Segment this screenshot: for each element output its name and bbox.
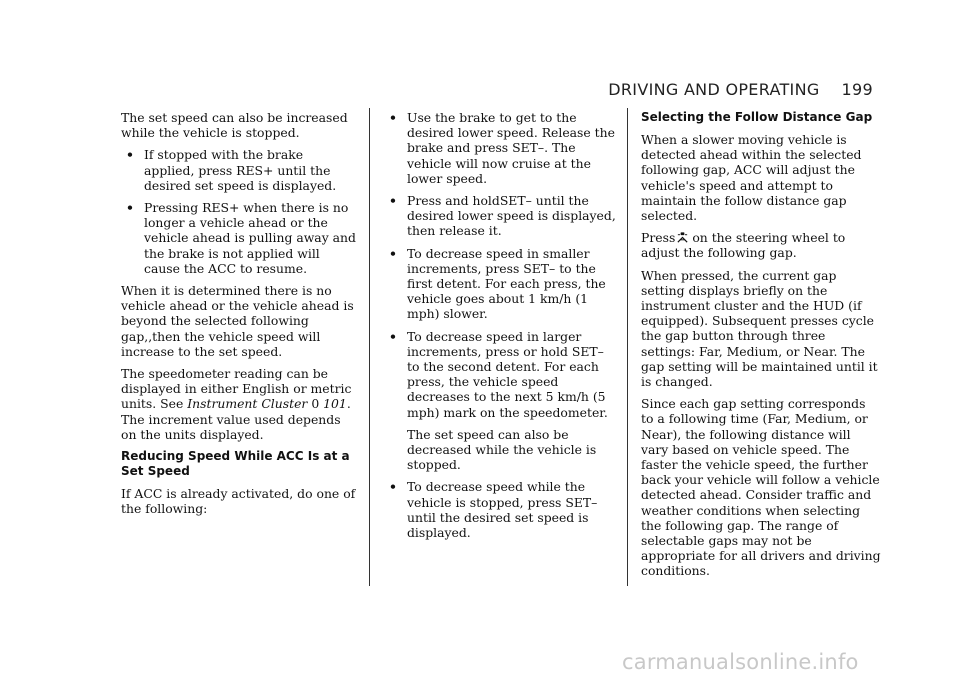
indented-paragraph: The set speed can also be decreased while the vehicle is stopped. bbox=[407, 426, 597, 473]
bullet-icon: • bbox=[389, 110, 397, 125]
paragraph: When a slower moving vehicle is detected ahead within the selected following gap, ACC will adjust the vehicle's speed and attempt to maintain the follow distance gap selected. bbox=[641, 132, 862, 224]
page-number: 199 bbox=[841, 80, 873, 99]
page-header bbox=[608, 80, 873, 99]
list-item-text: To decrease speed while the vehicle is stopped, press SET– until the desired set speed is displayed. bbox=[407, 479, 598, 541]
bullet-icon: • bbox=[126, 200, 134, 216]
column-3 bbox=[641, 110, 881, 586]
bullet-icon: • bbox=[389, 193, 397, 209]
list-item bbox=[384, 479, 616, 540]
section-title: DRIVING AND OPERATING bbox=[608, 80, 820, 99]
list-item bbox=[121, 200, 357, 276]
column-divider bbox=[627, 108, 628, 586]
list-item-text: Pressing RES+ when there is no longer a vehicle ahead or the vehicle ahead is pulling away and the brake is not applied will cause the ACC to resume. bbox=[144, 200, 356, 276]
list-item-text: To decrease speed in larger increments, press or hold SET– to the second detent. For each press, the vehicle speed decreases to the next 5 km/h (5 mph) mark on the speedometer. bbox=[407, 328, 608, 420]
list-item-text: To decrease speed in smaller increments, press SET– to the first detent. For each press, the vehicle goes about 1 km/h (1 mph) slower. bbox=[407, 245, 606, 322]
paragraph: When it is determined there is no vehicle ahead or the vehicle ahead is beyond the selected following gap,,then the vehicle speed will increase to the set speed. bbox=[121, 283, 354, 359]
bullet-icon: • bbox=[389, 479, 397, 495]
column-1 bbox=[121, 110, 357, 523]
paragraph: The speedometer reading can be displayed in either English or metric units. See Instrument Cluster 0 101. The increment value used depends on the units displayed. bbox=[121, 366, 352, 442]
bullet-icon: • bbox=[126, 147, 134, 163]
page-ref-arrow-icon: 0 bbox=[311, 396, 320, 412]
list-item bbox=[121, 147, 357, 193]
list-item bbox=[384, 329, 616, 420]
section-heading: Reducing Speed While ACC Is at a Set Speed bbox=[121, 449, 350, 479]
follow-gap-icon bbox=[676, 231, 689, 244]
watermark: carmanualsonline.info bbox=[622, 650, 859, 674]
list-item-text: Press and holdSET– until the desired lower speed is displayed, then release it. bbox=[407, 193, 616, 239]
section-heading: Selecting the Follow Distance Gap bbox=[641, 110, 873, 124]
paragraph: Since each gap setting corresponds to a following time (Far, Medium, or Near), the following distance will vary based on vehicle speed. The faster the vehicle speed, the further back your vehicle will follow a vehicle detected ahead. Consider traffic and weather conditions when selecting the following gap. The range of selectable gaps may not be appropriate for all drivers and driving conditions. bbox=[641, 396, 881, 579]
list-item bbox=[384, 193, 616, 239]
list-item bbox=[384, 246, 616, 322]
column-2 bbox=[384, 110, 616, 547]
bullet-icon: • bbox=[389, 245, 397, 261]
paragraph: Press on the steering wheel to adjust the following gap. bbox=[641, 230, 846, 261]
bullet-icon: • bbox=[389, 328, 397, 344]
page-ref-number: 101 bbox=[323, 396, 347, 412]
column-divider bbox=[369, 108, 370, 586]
paragraph: The set speed can also be increased while the vehicle is stopped. bbox=[121, 110, 348, 141]
list-item bbox=[384, 110, 616, 186]
paragraph: If ACC is already activated, do one of the following: bbox=[121, 486, 356, 517]
paragraph: When pressed, the current gap setting displays briefly on the instrument cluster and the HUD (if equipped). Subsequent presses cycle the gap button through three settings: Far, Medium, or Near. The gap setting will be maintained until it is changed. bbox=[641, 267, 878, 390]
list-item-text: If stopped with the brake applied, press RES+ until the desired set speed is displayed. bbox=[144, 147, 337, 193]
instrument-cluster-link[interactable]: Instrument Cluster bbox=[187, 396, 308, 412]
list-item-text: Use the brake to get to the desired lower speed. Release the brake and press SET–. The vehicle will now cruise at the lower speed. bbox=[407, 110, 615, 186]
